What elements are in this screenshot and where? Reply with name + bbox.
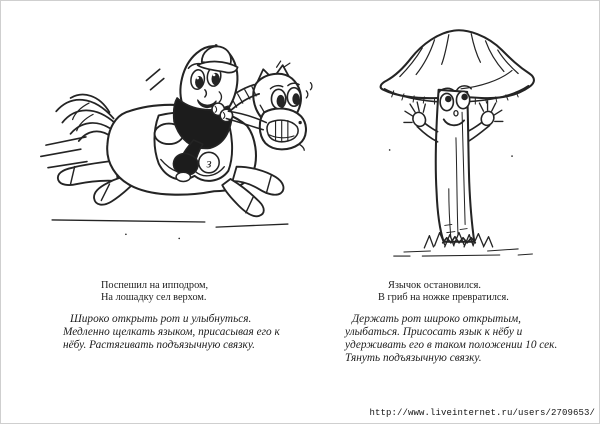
right-text-block <box>345 280 581 364</box>
verse-line: Язычок остановился. <box>388 280 481 291</box>
verse-line: Поспешил на ипподром, <box>101 280 209 291</box>
stirrup <box>176 172 190 181</box>
instruction-line: Держать рот широко открытым, <box>352 313 522 326</box>
left-verse <box>101 280 325 304</box>
instruction-line: Широко открыть рот и улыбнуться. <box>70 313 252 326</box>
mushroom-illustration <box>357 25 561 276</box>
horse-rider-illustration <box>27 17 315 263</box>
ground-lines-icon <box>52 220 288 239</box>
watermark-url: http://www.liveinternet.ru/users/2709653/ <box>369 408 595 418</box>
left-text-block <box>63 280 325 352</box>
instruction-line: удерживать его в таком положении 10 сек. <box>345 338 558 351</box>
right-verse <box>378 280 581 304</box>
horse-head <box>253 61 312 150</box>
right-instructions <box>345 313 581 364</box>
left-instructions <box>63 313 325 351</box>
horse-tail <box>56 95 115 141</box>
mushroom-stem <box>436 90 475 242</box>
instruction-line: Тянуть подъязычную связку. <box>345 351 482 364</box>
instruction-line: нёбу. Растягивать подъязычную связку. <box>63 338 255 351</box>
verse-line: На лошадку сел верхом. <box>101 292 207 304</box>
instruction-line: улыбаться. Присосать язык к нёбу и <box>345 326 523 339</box>
verse-line: В гриб на ножке превратился. <box>378 292 509 304</box>
saddle-emblem-glyph: з <box>206 155 212 171</box>
instruction-line: Медленно щелкать языком, присасывая его к <box>63 326 280 339</box>
rider-boot <box>173 154 198 175</box>
